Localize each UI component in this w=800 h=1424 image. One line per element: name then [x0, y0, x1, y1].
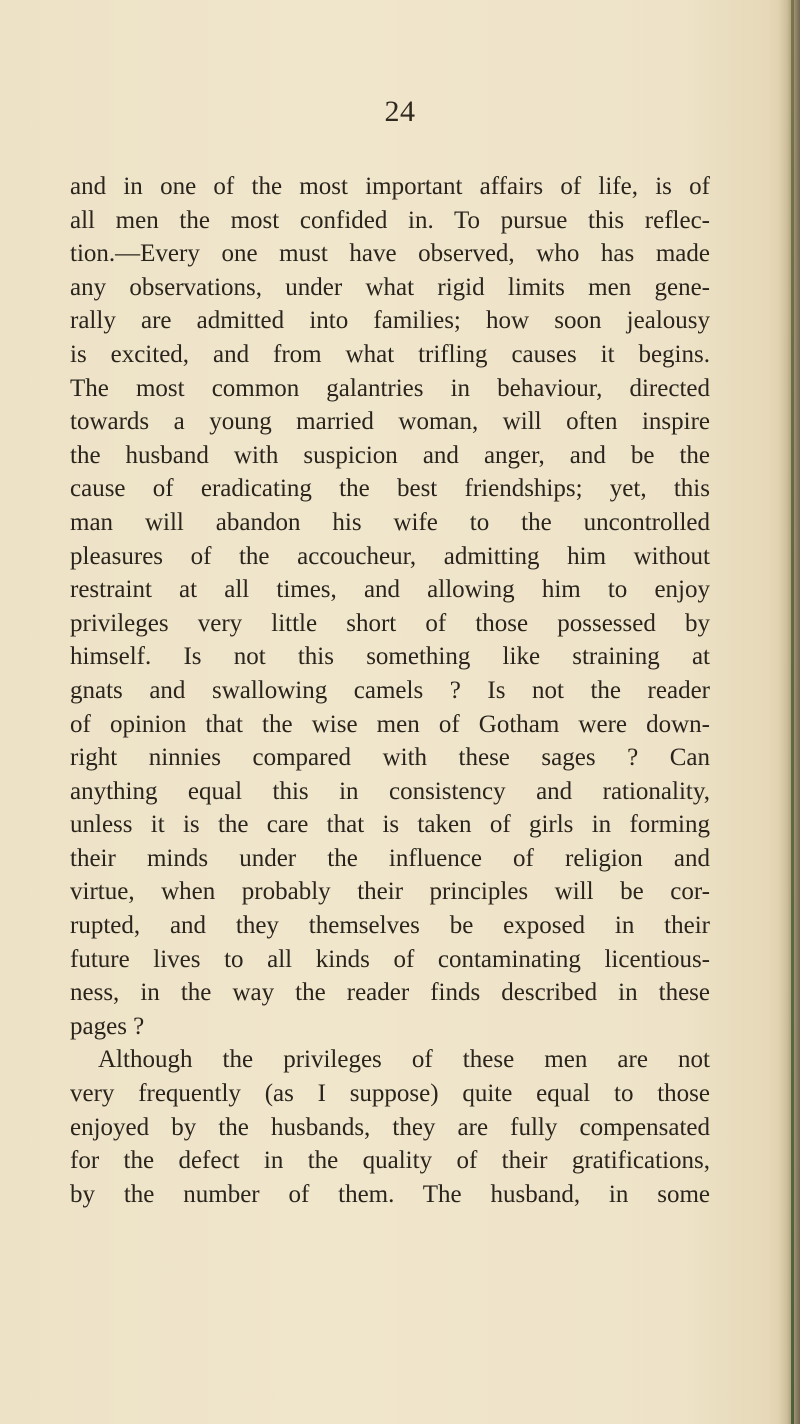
text-line: virtue, when probably their principles will be cor-: [70, 878, 710, 906]
text-line: restraint at all times, and allowing him to enjoy: [70, 576, 710, 604]
text-line: for the defect in the quality of their gratifications,: [70, 1147, 710, 1175]
text-line: pleasures of the accoucheur, admitting him without: [70, 542, 710, 570]
text-line: their minds under the influence of religion and: [70, 844, 710, 872]
text-line: enjoyed by the husbands, they are fully compensated: [70, 1113, 710, 1141]
text-line: right ninnies compared with these sages ? Can: [70, 744, 710, 772]
text-line: tion.—Every one must have observed, who has made: [70, 240, 710, 268]
text-line: cause of eradicating the best friendships; yet, this: [70, 475, 710, 503]
text-line: rally are admitted into families; how soon jealousy: [70, 307, 710, 335]
text-line: rupted, and they themselves be exposed in their: [70, 912, 710, 940]
text-line: future lives to all kinds of contaminating licentious-: [70, 945, 710, 973]
text-line: The most common galantries in behaviour, directed: [70, 374, 710, 402]
text-line: gnats and swallowing camels ? Is not the reader: [70, 676, 710, 704]
text-line: ness, in the way the reader finds described in these: [70, 979, 710, 1007]
text-line: of opinion that the wise men of Gotham were down-: [70, 710, 710, 738]
body-text: [70, 170, 710, 1211]
text-line: any observations, under what rigid limits men gene-: [70, 273, 710, 301]
text-line: and in one of the most important affairs of life, is of: [70, 173, 710, 200]
text-line: is excited, and from what trifling causes it begins.: [70, 340, 710, 368]
book-binding-edge: [791, 0, 794, 1424]
text-line: unless it is the care that is taken of girls in forming: [70, 811, 710, 839]
text-line: Although the privileges of these men are not: [98, 1046, 710, 1074]
page-number: 24: [384, 95, 416, 128]
text-line: the husband with suspicion and anger, and be the: [70, 441, 710, 469]
text-line: man will abandon his wife to the uncontrolled: [70, 508, 710, 536]
text-line: himself. Is not this something like straining at: [70, 643, 710, 671]
text-line: by the number of them. The husband, in some: [70, 1180, 710, 1208]
text-line: anything equal this in consistency and rationality,: [70, 777, 710, 805]
text-line: towards a young married woman, will often inspire: [70, 408, 710, 436]
page-edge-shadow: [778, 0, 800, 1424]
text-line: all men the most confided in. To pursue this reflec-: [70, 206, 710, 234]
text-line: very frequently (as I suppose) quite equal to those: [70, 1080, 710, 1108]
text-line: pages ?: [70, 1012, 145, 1040]
text-line: privileges very little short of those possessed by: [70, 609, 710, 637]
